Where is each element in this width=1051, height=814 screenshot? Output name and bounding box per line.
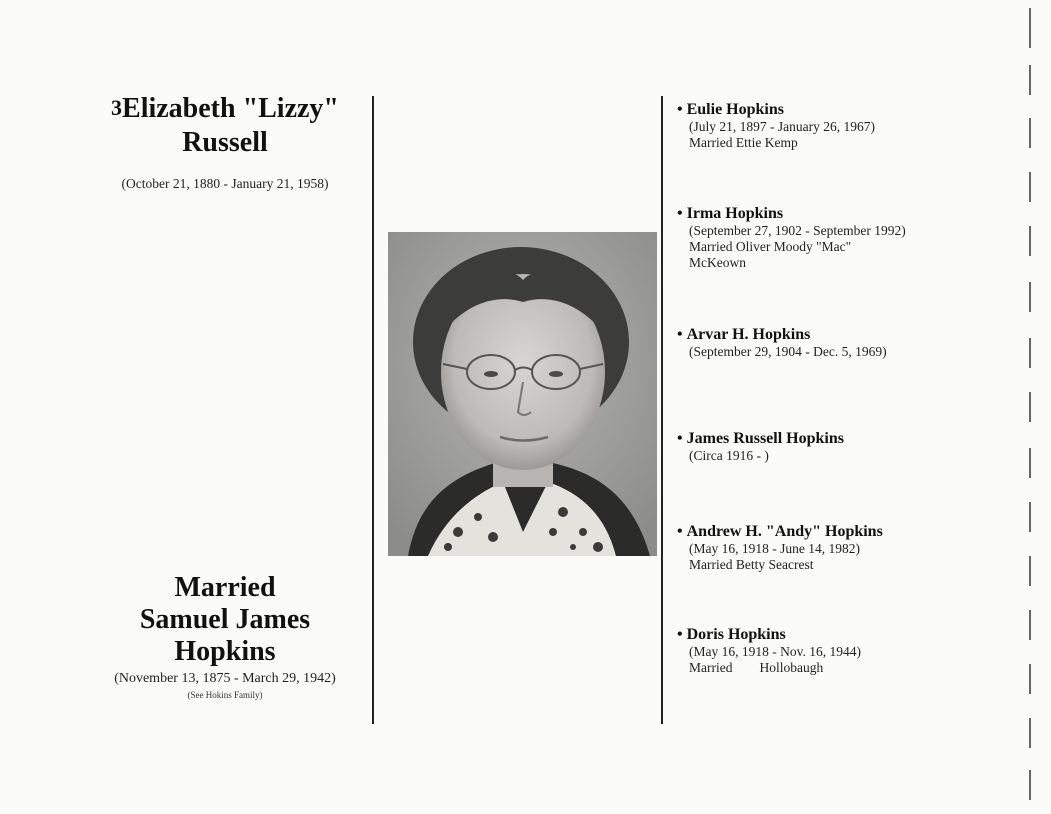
married-label: Married	[174, 572, 276, 603]
binder-edge-mark	[1029, 65, 1031, 95]
binder-edge-mark	[1029, 718, 1031, 748]
binder-edge-mark	[1029, 338, 1031, 368]
child-dates: (Circa 1916 - )	[689, 448, 769, 463]
child-entry	[677, 100, 977, 151]
child-dates: (July 21, 1897 - January 26, 1967)	[689, 119, 875, 134]
binder-edge-mark	[1029, 556, 1031, 586]
child-dates: (May 16, 1918 - Nov. 16, 1944)	[689, 644, 861, 659]
see-family-note: (See Hokins Family)	[187, 690, 263, 700]
binder-edge-mark	[1029, 664, 1031, 694]
binder-edge-mark	[1029, 448, 1031, 478]
bullet-icon: •	[677, 205, 683, 222]
child-spouse: Married Oliver Moody "Mac"	[689, 239, 852, 254]
person-name	[70, 92, 380, 159]
child-name: James Russell Hopkins	[686, 430, 844, 447]
binder-edge-mark	[1029, 610, 1031, 640]
generation-number: 3	[111, 95, 123, 120]
spouse-name-line1: Samuel James	[139, 604, 311, 635]
bullet-icon: •	[677, 430, 683, 447]
bullet-icon: •	[677, 101, 683, 118]
binder-edge-mark	[1029, 282, 1031, 312]
child-spouse-cont: McKeown	[689, 255, 746, 270]
child-spouse: Married Betty Seacrest	[689, 557, 814, 572]
marriage-heading	[70, 572, 380, 668]
bullet-icon: •	[677, 626, 683, 643]
bullet-icon: •	[677, 523, 683, 540]
child-entry	[677, 429, 977, 464]
left-divider	[372, 96, 374, 724]
person-dates: (October 21, 1880 - January 21, 1958)	[121, 176, 329, 191]
child-entry	[677, 625, 977, 676]
child-dates: (May 16, 1918 - June 14, 1982)	[689, 541, 860, 556]
child-entry	[677, 522, 977, 573]
binder-edge-mark	[1029, 392, 1031, 422]
child-spouse: Married Hollobaugh	[689, 660, 824, 675]
child-name: Doris Hopkins	[686, 626, 786, 643]
child-name: Eulie Hopkins	[686, 101, 784, 118]
spouse-dates: (November 13, 1875 - March 29, 1942)	[114, 671, 336, 686]
child-name: Irma Hopkins	[686, 205, 784, 222]
binder-edge-mark	[1029, 502, 1031, 532]
child-dates: (September 27, 1902 - September 1992)	[689, 223, 906, 238]
child-entry	[677, 204, 977, 271]
child-entry	[677, 325, 977, 360]
person-name-line2: Russell	[182, 127, 268, 158]
portrait-illustration	[388, 232, 657, 556]
bullet-icon: •	[677, 326, 683, 343]
person-name-line1: Elizabeth "Lizzy"	[122, 93, 339, 124]
child-name: Andrew H. "Andy" Hopkins	[686, 523, 883, 540]
spouse-name-line2: Hopkins	[174, 636, 276, 667]
binder-edge-mark	[1029, 172, 1031, 202]
binder-edge-mark	[1029, 770, 1031, 800]
portrait-photo	[388, 232, 657, 556]
child-name: Arvar H. Hopkins	[686, 326, 811, 343]
binder-edge-mark	[1029, 8, 1031, 48]
binder-edge-mark	[1029, 226, 1031, 256]
binder-edge-mark	[1029, 118, 1031, 148]
right-divider	[661, 96, 663, 724]
child-dates: (September 29, 1904 - Dec. 5, 1969)	[689, 344, 887, 359]
child-spouse: Married Ettie Kemp	[689, 135, 798, 150]
